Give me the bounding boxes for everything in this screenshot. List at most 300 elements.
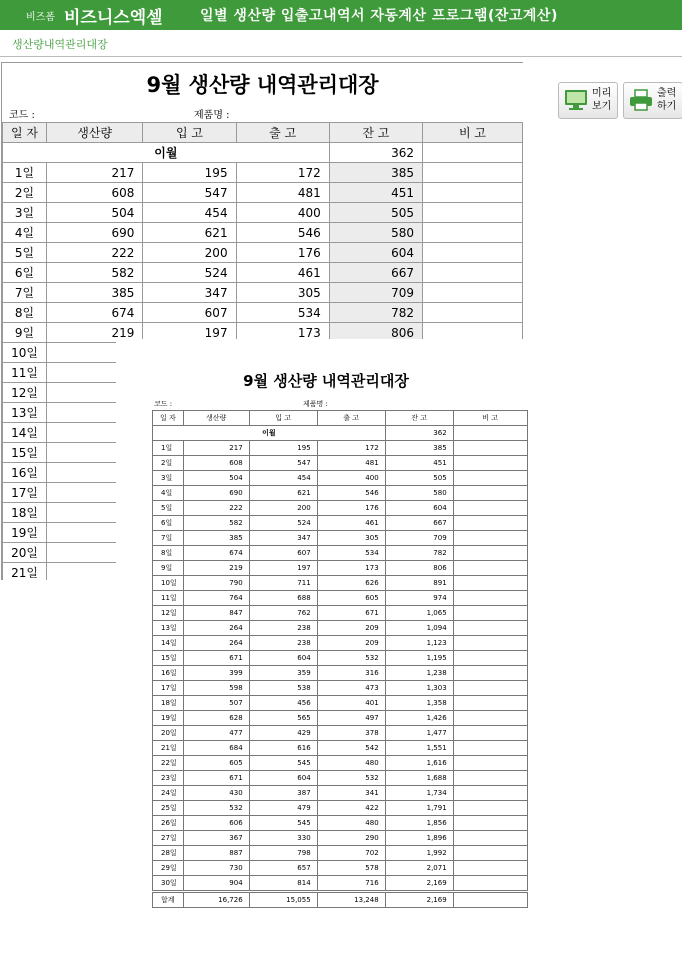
day-cell: 17일 bbox=[3, 483, 47, 503]
day-cell: 5일 bbox=[3, 243, 47, 263]
remark-cell[interactable] bbox=[453, 591, 527, 606]
production-cell[interactable]: 730 bbox=[183, 861, 249, 876]
remark-cell[interactable] bbox=[453, 621, 527, 636]
in-cell[interactable]: 238 bbox=[249, 621, 317, 636]
out-cell[interactable]: 400 bbox=[236, 203, 329, 223]
remark-cell[interactable] bbox=[453, 696, 527, 711]
balance-cell: 806 bbox=[385, 561, 453, 576]
remark-cell[interactable] bbox=[453, 756, 527, 771]
day-cell: 12일 bbox=[153, 606, 184, 621]
day-cell: 7일 bbox=[3, 283, 47, 303]
remark-cell[interactable] bbox=[453, 441, 527, 456]
in-cell[interactable]: 545 bbox=[249, 756, 317, 771]
out-cell[interactable]: 341 bbox=[317, 786, 385, 801]
day-cell: 2일 bbox=[153, 456, 184, 471]
day-cell: 28일 bbox=[153, 846, 184, 861]
table-row bbox=[3, 303, 523, 323]
day-cell: 26일 bbox=[153, 816, 184, 831]
production-cell[interactable]: 582 bbox=[183, 516, 249, 531]
production-cell[interactable]: 217 bbox=[183, 441, 249, 456]
in-cell[interactable]: 454 bbox=[143, 203, 236, 223]
table-row bbox=[153, 861, 528, 876]
day-cell: 14일 bbox=[3, 423, 47, 443]
day-cell: 4일 bbox=[153, 486, 184, 501]
production-cell[interactable]: 671 bbox=[183, 651, 249, 666]
out-cell[interactable]: 534 bbox=[317, 546, 385, 561]
day-cell: 13일 bbox=[153, 621, 184, 636]
production-cell[interactable]: 674 bbox=[183, 546, 249, 561]
table-row bbox=[153, 501, 528, 516]
carry-row bbox=[153, 426, 528, 441]
remark-cell[interactable] bbox=[453, 786, 527, 801]
out-cell[interactable]: 716 bbox=[317, 876, 385, 892]
column-header: 생산량 bbox=[47, 123, 143, 143]
production-cell[interactable]: 605 bbox=[183, 756, 249, 771]
carry-label: 이월 bbox=[153, 426, 386, 441]
balance-cell: 806 bbox=[329, 323, 422, 343]
remark-cell[interactable] bbox=[453, 531, 527, 546]
production-cell[interactable]: 219 bbox=[47, 323, 143, 343]
preview-title: 9월 생산량 내역관리대장 bbox=[243, 372, 409, 390]
in-cell[interactable]: 347 bbox=[143, 283, 236, 303]
remark-cell[interactable] bbox=[422, 263, 522, 283]
production-cell[interactable]: 847 bbox=[183, 606, 249, 621]
day-cell: 14일 bbox=[153, 636, 184, 651]
remark-cell[interactable] bbox=[453, 681, 527, 696]
balance-cell: 1,238 bbox=[385, 666, 453, 681]
remark-cell[interactable] bbox=[422, 163, 522, 183]
remark-cell[interactable] bbox=[422, 183, 522, 203]
day-cell: 16일 bbox=[153, 666, 184, 681]
table-row bbox=[153, 786, 528, 801]
out-cell[interactable]: 532 bbox=[317, 651, 385, 666]
production-cell[interactable]: 222 bbox=[47, 243, 143, 263]
out-cell[interactable]: 546 bbox=[236, 223, 329, 243]
remark-cell[interactable] bbox=[453, 456, 527, 471]
day-cell: 18일 bbox=[3, 503, 47, 523]
product-label: 제품명 : bbox=[194, 110, 230, 121]
balance-cell: 505 bbox=[329, 203, 422, 223]
total-cell: 13,248 bbox=[317, 892, 385, 908]
remark-cell[interactable] bbox=[422, 143, 522, 163]
balance-cell: 1,477 bbox=[385, 726, 453, 741]
carry-value: 362 bbox=[385, 426, 453, 441]
remark-cell[interactable] bbox=[453, 576, 527, 591]
day-cell: 15일 bbox=[153, 651, 184, 666]
column-header: 일 자 bbox=[3, 123, 47, 143]
in-cell[interactable]: 604 bbox=[249, 651, 317, 666]
table-row bbox=[153, 441, 528, 456]
balance-cell: 709 bbox=[329, 283, 422, 303]
table-row bbox=[153, 711, 528, 726]
balance-cell: 709 bbox=[385, 531, 453, 546]
out-cell[interactable]: 173 bbox=[317, 561, 385, 576]
remark-cell[interactable] bbox=[453, 816, 527, 831]
production-cell[interactable]: 217 bbox=[47, 163, 143, 183]
table-row bbox=[153, 621, 528, 636]
remark-cell[interactable] bbox=[453, 711, 527, 726]
table-row bbox=[153, 651, 528, 666]
balance-cell: 1,856 bbox=[385, 816, 453, 831]
day-cell: 13일 bbox=[3, 403, 47, 423]
preview-button[interactable] bbox=[558, 82, 618, 119]
remark-cell[interactable] bbox=[453, 546, 527, 561]
in-cell[interactable]: 565 bbox=[249, 711, 317, 726]
balance-cell: 385 bbox=[329, 163, 422, 183]
out-cell[interactable]: 671 bbox=[317, 606, 385, 621]
production-cell[interactable]: 764 bbox=[183, 591, 249, 606]
day-cell: 23일 bbox=[153, 771, 184, 786]
production-cell[interactable]: 399 bbox=[183, 666, 249, 681]
out-cell[interactable]: 480 bbox=[317, 756, 385, 771]
out-cell[interactable]: 209 bbox=[317, 636, 385, 651]
balance-cell: 891 bbox=[385, 576, 453, 591]
production-cell[interactable]: 608 bbox=[47, 183, 143, 203]
in-cell[interactable]: 524 bbox=[143, 263, 236, 283]
out-cell[interactable]: 172 bbox=[317, 441, 385, 456]
out-cell[interactable]: 534 bbox=[236, 303, 329, 323]
production-cell[interactable]: 887 bbox=[183, 846, 249, 861]
day-cell: 19일 bbox=[153, 711, 184, 726]
day-cell: 16일 bbox=[3, 463, 47, 483]
production-cell[interactable]: 264 bbox=[183, 636, 249, 651]
day-cell: 21일 bbox=[3, 563, 47, 581]
column-header: 생산량 bbox=[183, 411, 249, 426]
table-row bbox=[3, 203, 523, 223]
table-row bbox=[153, 846, 528, 861]
production-cell[interactable]: 430 bbox=[183, 786, 249, 801]
out-cell[interactable]: 401 bbox=[317, 696, 385, 711]
balance-cell: 451 bbox=[385, 456, 453, 471]
preview-code-label: 코드 : bbox=[154, 400, 173, 408]
day-cell: 4일 bbox=[3, 223, 47, 243]
production-cell[interactable]: 608 bbox=[183, 456, 249, 471]
brand-logo: 비즈니스엑셀 bbox=[64, 8, 163, 28]
day-cell: 29일 bbox=[153, 861, 184, 876]
out-cell[interactable]: 546 bbox=[317, 486, 385, 501]
day-cell: 10일 bbox=[153, 576, 184, 591]
column-header: 일 자 bbox=[153, 411, 184, 426]
out-cell[interactable]: 461 bbox=[236, 263, 329, 283]
production-cell[interactable]: 904 bbox=[183, 876, 249, 892]
day-cell: 8일 bbox=[153, 546, 184, 561]
in-cell[interactable]: 607 bbox=[143, 303, 236, 323]
production-cell[interactable]: 367 bbox=[183, 831, 249, 846]
table-row bbox=[3, 183, 523, 203]
in-cell[interactable]: 454 bbox=[249, 471, 317, 486]
day-cell: 25일 bbox=[153, 801, 184, 816]
remark-cell[interactable] bbox=[453, 726, 527, 741]
table-row bbox=[153, 831, 528, 846]
remark-cell[interactable] bbox=[453, 771, 527, 786]
day-cell: 7일 bbox=[153, 531, 184, 546]
table-row bbox=[153, 726, 528, 741]
table-row bbox=[153, 741, 528, 756]
remark-cell[interactable] bbox=[453, 636, 527, 651]
remark-cell[interactable] bbox=[422, 303, 522, 323]
remark-cell[interactable] bbox=[453, 606, 527, 621]
out-cell[interactable]: 480 bbox=[317, 816, 385, 831]
column-header: 입 고 bbox=[143, 123, 236, 143]
day-cell: 30일 bbox=[153, 876, 184, 892]
in-cell[interactable]: 524 bbox=[249, 516, 317, 531]
in-cell[interactable]: 621 bbox=[249, 486, 317, 501]
out-cell[interactable]: 422 bbox=[317, 801, 385, 816]
production-cell[interactable]: 674 bbox=[47, 303, 143, 323]
table-row bbox=[3, 243, 523, 263]
balance-cell: 1,065 bbox=[385, 606, 453, 621]
in-cell[interactable]: 195 bbox=[143, 163, 236, 183]
balance-cell: 974 bbox=[385, 591, 453, 606]
total-label: 합계 bbox=[153, 892, 184, 908]
subnav-link[interactable]: 생산량내역관리대장 bbox=[12, 38, 108, 51]
balance-cell: 1,992 bbox=[385, 846, 453, 861]
out-cell[interactable]: 626 bbox=[317, 576, 385, 591]
remark-cell[interactable] bbox=[453, 516, 527, 531]
production-cell[interactable]: 606 bbox=[183, 816, 249, 831]
production-cell[interactable]: 385 bbox=[47, 283, 143, 303]
remark-cell[interactable] bbox=[453, 561, 527, 576]
out-cell[interactable]: 702 bbox=[317, 846, 385, 861]
table-row bbox=[3, 283, 523, 303]
remark-cell[interactable] bbox=[422, 203, 522, 223]
column-header: 출 고 bbox=[236, 123, 329, 143]
in-cell[interactable]: 197 bbox=[143, 323, 236, 343]
in-cell[interactable]: 429 bbox=[249, 726, 317, 741]
balance-cell: 782 bbox=[385, 546, 453, 561]
in-cell[interactable]: 456 bbox=[249, 696, 317, 711]
out-cell[interactable]: 461 bbox=[317, 516, 385, 531]
balance-cell: 385 bbox=[385, 441, 453, 456]
table-row bbox=[153, 546, 528, 561]
production-cell[interactable]: 690 bbox=[47, 223, 143, 243]
header-row bbox=[3, 123, 523, 143]
column-header: 비 고 bbox=[453, 411, 527, 426]
in-cell[interactable]: 195 bbox=[249, 441, 317, 456]
production-cell[interactable]: 477 bbox=[183, 726, 249, 741]
in-cell[interactable]: 538 bbox=[249, 681, 317, 696]
production-cell[interactable]: 264 bbox=[183, 621, 249, 636]
carry-row bbox=[3, 143, 523, 163]
in-cell[interactable]: 347 bbox=[249, 531, 317, 546]
out-cell[interactable]: 173 bbox=[236, 323, 329, 343]
header-row bbox=[153, 411, 528, 426]
day-cell: 5일 bbox=[153, 501, 184, 516]
print-preview bbox=[116, 339, 682, 962]
out-cell[interactable]: 378 bbox=[317, 726, 385, 741]
table-row bbox=[153, 636, 528, 651]
in-cell[interactable]: 616 bbox=[249, 741, 317, 756]
in-cell[interactable]: 607 bbox=[249, 546, 317, 561]
day-cell: 1일 bbox=[3, 163, 47, 183]
day-cell: 3일 bbox=[3, 203, 47, 223]
day-cell: 21일 bbox=[153, 741, 184, 756]
in-cell[interactable]: 197 bbox=[249, 561, 317, 576]
production-cell[interactable]: 790 bbox=[183, 576, 249, 591]
out-cell[interactable]: 290 bbox=[317, 831, 385, 846]
balance-cell: 782 bbox=[329, 303, 422, 323]
table-row bbox=[153, 516, 528, 531]
day-cell: 3일 bbox=[153, 471, 184, 486]
day-cell: 20일 bbox=[3, 543, 47, 563]
table-row bbox=[153, 681, 528, 696]
remark-cell[interactable] bbox=[453, 741, 527, 756]
in-cell[interactable]: 238 bbox=[249, 636, 317, 651]
in-cell[interactable]: 604 bbox=[249, 771, 317, 786]
column-header: 입 고 bbox=[249, 411, 317, 426]
table-row bbox=[3, 223, 523, 243]
carry-value: 362 bbox=[329, 143, 422, 163]
in-cell[interactable]: 545 bbox=[249, 816, 317, 831]
remark-cell[interactable] bbox=[422, 243, 522, 263]
remark-cell[interactable] bbox=[453, 486, 527, 501]
table-row bbox=[3, 263, 523, 283]
balance-cell: 604 bbox=[329, 243, 422, 263]
table-row bbox=[153, 531, 528, 546]
print-button[interactable] bbox=[623, 82, 682, 119]
out-cell[interactable]: 481 bbox=[236, 183, 329, 203]
production-cell[interactable]: 504 bbox=[47, 203, 143, 223]
out-cell[interactable]: 172 bbox=[236, 163, 329, 183]
production-cell[interactable]: 385 bbox=[183, 531, 249, 546]
production-cell[interactable]: 222 bbox=[183, 501, 249, 516]
top-banner bbox=[0, 0, 682, 30]
in-cell[interactable]: 479 bbox=[249, 801, 317, 816]
day-cell: 9일 bbox=[3, 323, 47, 343]
balance-cell: 1,551 bbox=[385, 741, 453, 756]
day-cell: 24일 bbox=[153, 786, 184, 801]
day-cell: 12일 bbox=[3, 383, 47, 403]
table-row bbox=[153, 771, 528, 786]
in-cell[interactable]: 359 bbox=[249, 666, 317, 681]
in-cell[interactable]: 387 bbox=[249, 786, 317, 801]
table-row bbox=[153, 696, 528, 711]
remark-cell[interactable] bbox=[453, 471, 527, 486]
column-header: 비 고 bbox=[422, 123, 522, 143]
balance-cell: 2,169 bbox=[385, 876, 453, 892]
remark-cell[interactable] bbox=[453, 501, 527, 516]
day-cell: 6일 bbox=[3, 263, 47, 283]
table-row bbox=[153, 486, 528, 501]
balance-cell: 2,071 bbox=[385, 861, 453, 876]
production-cell[interactable]: 684 bbox=[183, 741, 249, 756]
in-cell[interactable]: 688 bbox=[249, 591, 317, 606]
in-cell[interactable]: 200 bbox=[249, 501, 317, 516]
balance-cell: 1,688 bbox=[385, 771, 453, 786]
out-cell[interactable]: 497 bbox=[317, 711, 385, 726]
balance-cell: 1,426 bbox=[385, 711, 453, 726]
remark-cell[interactable] bbox=[453, 846, 527, 861]
table-row bbox=[153, 876, 528, 892]
table-row bbox=[153, 801, 528, 816]
remark-cell[interactable] bbox=[422, 283, 522, 303]
table-row bbox=[153, 816, 528, 831]
remark-cell[interactable] bbox=[453, 651, 527, 666]
out-cell[interactable]: 316 bbox=[317, 666, 385, 681]
in-cell[interactable]: 762 bbox=[249, 606, 317, 621]
day-cell: 11일 bbox=[3, 363, 47, 383]
out-cell[interactable]: 532 bbox=[317, 771, 385, 786]
out-cell[interactable]: 473 bbox=[317, 681, 385, 696]
subnav bbox=[0, 30, 682, 57]
remark-cell[interactable] bbox=[453, 831, 527, 846]
out-cell[interactable]: 605 bbox=[317, 591, 385, 606]
in-cell[interactable]: 547 bbox=[143, 183, 236, 203]
total-cell: 2,169 bbox=[385, 892, 453, 908]
code-label: 코드 : bbox=[9, 110, 35, 121]
remark-cell[interactable] bbox=[453, 801, 527, 816]
remark-cell[interactable] bbox=[453, 861, 527, 876]
day-cell: 8일 bbox=[3, 303, 47, 323]
in-cell[interactable]: 200 bbox=[143, 243, 236, 263]
balance-cell: 667 bbox=[329, 263, 422, 283]
day-cell: 20일 bbox=[153, 726, 184, 741]
remark-cell[interactable] bbox=[453, 876, 527, 892]
production-cell[interactable]: 598 bbox=[183, 681, 249, 696]
in-cell[interactable]: 621 bbox=[143, 223, 236, 243]
column-header: 잔 고 bbox=[385, 411, 453, 426]
program-title: 일별 생산량 입출고내역서 자동계산 프로그램(잔고계산) bbox=[200, 8, 558, 24]
preview-table bbox=[152, 410, 528, 908]
table-row bbox=[153, 606, 528, 621]
out-cell[interactable]: 176 bbox=[236, 243, 329, 263]
day-cell: 22일 bbox=[153, 756, 184, 771]
remark-cell[interactable] bbox=[453, 426, 527, 441]
out-cell[interactable]: 305 bbox=[236, 283, 329, 303]
production-cell[interactable]: 507 bbox=[183, 696, 249, 711]
day-cell: 18일 bbox=[153, 696, 184, 711]
in-cell[interactable]: 798 bbox=[249, 846, 317, 861]
sheet-title: 9월 생산량 내역관리대장 bbox=[146, 73, 379, 97]
remark-cell[interactable] bbox=[453, 666, 527, 681]
monitor-icon bbox=[564, 89, 588, 111]
balance-cell: 1,791 bbox=[385, 801, 453, 816]
balance-cell: 1,303 bbox=[385, 681, 453, 696]
preview-button-label: 미리 보기 bbox=[592, 88, 612, 112]
in-cell[interactable]: 711 bbox=[249, 576, 317, 591]
table-row bbox=[153, 561, 528, 576]
production-cell[interactable]: 504 bbox=[183, 471, 249, 486]
out-cell[interactable]: 176 bbox=[317, 501, 385, 516]
production-cell[interactable]: 671 bbox=[183, 771, 249, 786]
table-row bbox=[153, 591, 528, 606]
production-cell[interactable]: 690 bbox=[183, 486, 249, 501]
out-cell[interactable]: 542 bbox=[317, 741, 385, 756]
out-cell[interactable]: 578 bbox=[317, 861, 385, 876]
out-cell[interactable]: 209 bbox=[317, 621, 385, 636]
table-row bbox=[153, 456, 528, 471]
day-cell: 9일 bbox=[153, 561, 184, 576]
out-cell[interactable]: 400 bbox=[317, 471, 385, 486]
production-cell[interactable]: 628 bbox=[183, 711, 249, 726]
remark-cell[interactable] bbox=[422, 223, 522, 243]
in-cell[interactable]: 814 bbox=[249, 876, 317, 892]
out-cell[interactable]: 481 bbox=[317, 456, 385, 471]
table-row bbox=[3, 163, 523, 183]
in-cell[interactable]: 547 bbox=[249, 456, 317, 471]
in-cell[interactable]: 330 bbox=[249, 831, 317, 846]
table-row bbox=[153, 666, 528, 681]
table-row bbox=[153, 756, 528, 771]
balance-cell: 1,358 bbox=[385, 696, 453, 711]
day-cell: 10일 bbox=[3, 343, 47, 363]
production-cell[interactable]: 532 bbox=[183, 801, 249, 816]
out-cell[interactable]: 305 bbox=[317, 531, 385, 546]
production-cell[interactable]: 219 bbox=[183, 561, 249, 576]
table-row bbox=[153, 576, 528, 591]
production-cell[interactable]: 582 bbox=[47, 263, 143, 283]
in-cell[interactable]: 657 bbox=[249, 861, 317, 876]
